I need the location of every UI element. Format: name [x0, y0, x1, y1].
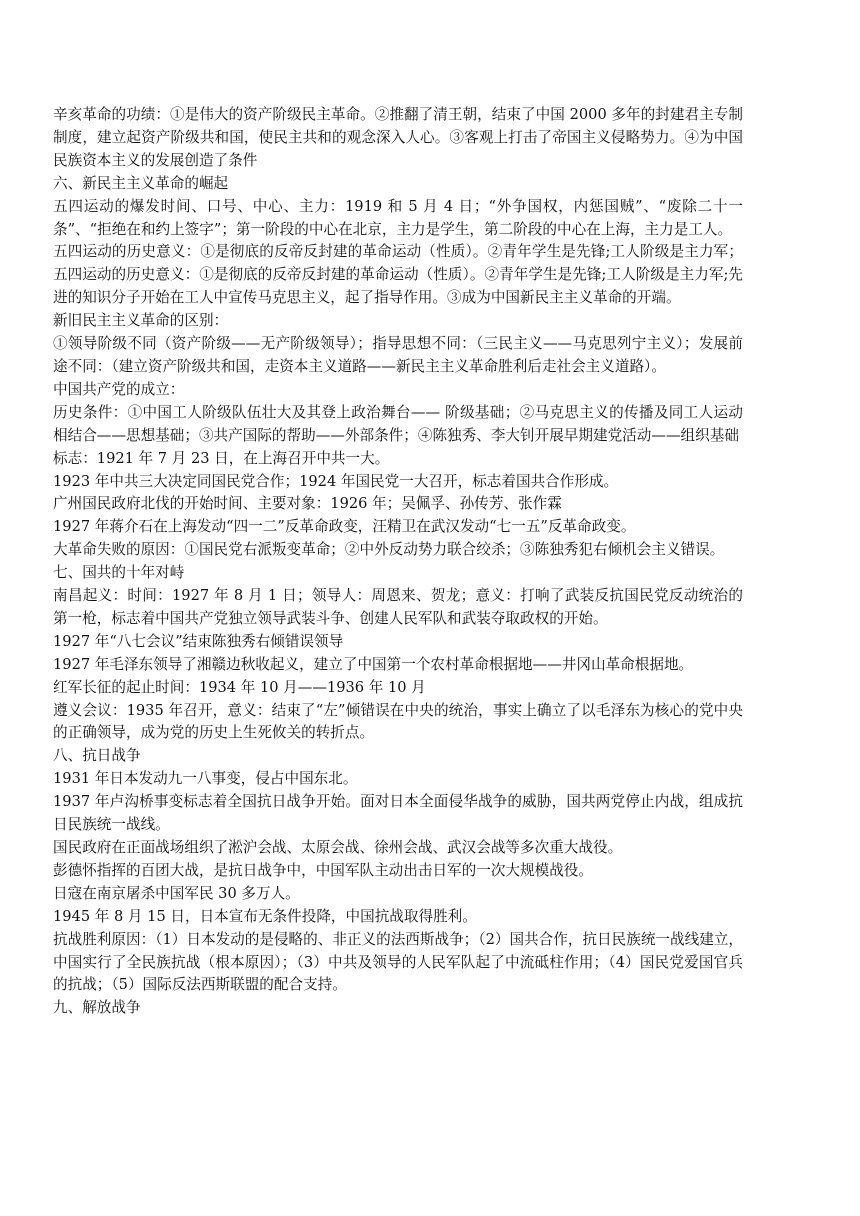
paragraph-nanjing-massacre: 日寇在南京屠杀中国军民 30 多万人。: [53, 884, 300, 902]
paragraph-1927-coups: 1927 年蒋介石在上海发动“四一二”反革命政变，汪精卫在武汉发动“七一五”反革命政变。: [53, 518, 636, 536]
paragraph-autumn-harvest-uprising: 1927 年毛泽东领导了湘赣边秋收起义，建立了中国第一个农村革命根据地——井冈山革命根据地。: [53, 655, 694, 673]
paragraph-may-fourth-significance: 五四运动的历史意义：①是彻底的反帝反封建的革命运动（性质）。②青年学生是先锋;工人阶级是主力军；五四运动的历史意义：①是彻底的反帝反封建的革命运动（性质）。②青年学生是先锋;工人阶级是主力军;先进的知识分子开始在工人中宣传马克思主义，起了指导作用。③成为中国新民主主义革命的开端。: [53, 243, 743, 307]
paragraph-hundred-regiments: 彭德怀指挥的百团大战，是抗日战争中，中国军队主动出击日军的一次大规模战役。: [53, 861, 593, 879]
section-heading-8: 八、抗日战争: [53, 747, 141, 765]
paragraph-victory-reasons: 抗战胜利原因：（1）日本发动的是侵略的、非正义的法西斯战争；（2）国共合作，抗日民族统一战线建立，中国实行了全民族抗战（根本原因）；（3）中共及领导的人民军队起了中流砥柱作用；（4）国民党爱国官兵的抗战；（5）国际反法西斯联盟的配合支持。: [53, 930, 743, 994]
paragraph-long-march: 红军长征的起止时间：1934 年 10 月——1936 年 10 月: [53, 678, 426, 696]
document-page: [53, 104, 743, 1020]
paragraph-xinhai-achievements: 辛亥革命的功绩：①是伟大的资产阶级民主革命。②推翻了清王朝，结束了中国 2000 多年的封建君主专制制度，建立起资产阶级共和国，使民主共和的观念深入人心。③客观上打击了帝国主义侵略势力。④为中国民族资本主义的发展创造了条件: [53, 106, 743, 169]
paragraph-may-fourth-facts: 五四运动的爆发时间、口号、中心、主力：1919 和 5 月 4 日；“外争国权，内惩国贼”、“废除二十一条”、“拒绝在和约上签字”；第一阶段的中心在北京，主力是学生，第二阶段的中心在上海，主力是工人。: [53, 197, 743, 238]
section-heading-7: 七、国共的十年对峙: [53, 564, 185, 582]
paragraph-kmt-cpc-cooperation: 1923 年中共三大决定同国民党合作；1924 年国民党一大召开，标志着国共合作形成。: [53, 472, 619, 490]
section-heading-6: 六、新民主主义革命的崛起: [53, 174, 229, 192]
paragraph-revolution-failure: 大革命失败的原因：①国民党右派叛变革命；②中外反动势力联合绞杀；③陈独秀犯右倾机会主义错误。: [53, 541, 725, 559]
paragraph-northern-expedition: 广州国民政府北伐的开始时间、主要对象：1926 年；吴佩孚、孙传芳、张作霖: [53, 495, 562, 513]
paragraph-revolution-difference: ①领导阶级不同（资产阶级——无产阶级领导）；指导思想不同：（三民主义——马克思列宁主义）；发展前途不同：（建立资产阶级共和国，走资本主义道路——新民主主义革命胜利后走社会主义道路）。: [53, 335, 743, 375]
section-heading-9: 九、解放战争: [53, 999, 141, 1017]
paragraph-september-18: 1931 年日本发动九一八事变，侵占中国东北。: [53, 770, 358, 788]
paragraph-frontal-battles: 国民政府在正面战场组织了淞沪会战、太原会战、徐州会战、武汉会战等多次重大战役。: [53, 839, 623, 856]
paragraph-nanchang-uprising: 南昌起义：时间：1927 年 8 月 1 日；领导人：周恩来、贺龙；意义：打响了武装反抗国民党反动统治的第一枪，标志着中国共产党独立领导武装斗争、创建人民军队和武装夺取政权的开始。: [53, 587, 743, 627]
paragraph-cpc-conditions: 历史条件：①中国工人阶级队伍壮大及其登上政治舞台—— 阶级基础；②马克思主义的传播及同工人运动相结合——思想基础；③共产国际的帮助——外部条件；④陈独秀、李大钊开展早期建党活动——组织基础: [53, 403, 743, 444]
paragraph-august-seventh-meeting: 1927 年“八七会议”结束陈独秀右倾错误领导: [53, 632, 344, 650]
paragraph-revolution-difference-title: 新旧民主主义革命的区别：: [53, 312, 229, 330]
paragraph-japan-surrender: 1945 年 8 月 15 日，日本宣布无条件投降，中国抗战取得胜利。: [53, 907, 477, 925]
paragraph-cpc-symbol: 标志：1921 年 7 月 23 日，在上海召开中共一大。: [53, 449, 390, 467]
paragraph-cpc-founding-title: 中国共产党的成立：: [53, 380, 185, 398]
paragraph-zunyi-conference: 遵义会议：1935 年召开，意义：结束了“左”倾错误在中央的统治，事实上确立了以毛泽东为核心的党中央的正确领导，成为党的历史上生死攸关的转折点。: [53, 701, 743, 742]
paragraph-lugou-bridge: 1937 年卢沟桥事变标志着全国抗日战争开始。面对日本全面侵华战争的威胁，国共两党停止内战，组成抗日民族统一战线。: [53, 793, 743, 834]
